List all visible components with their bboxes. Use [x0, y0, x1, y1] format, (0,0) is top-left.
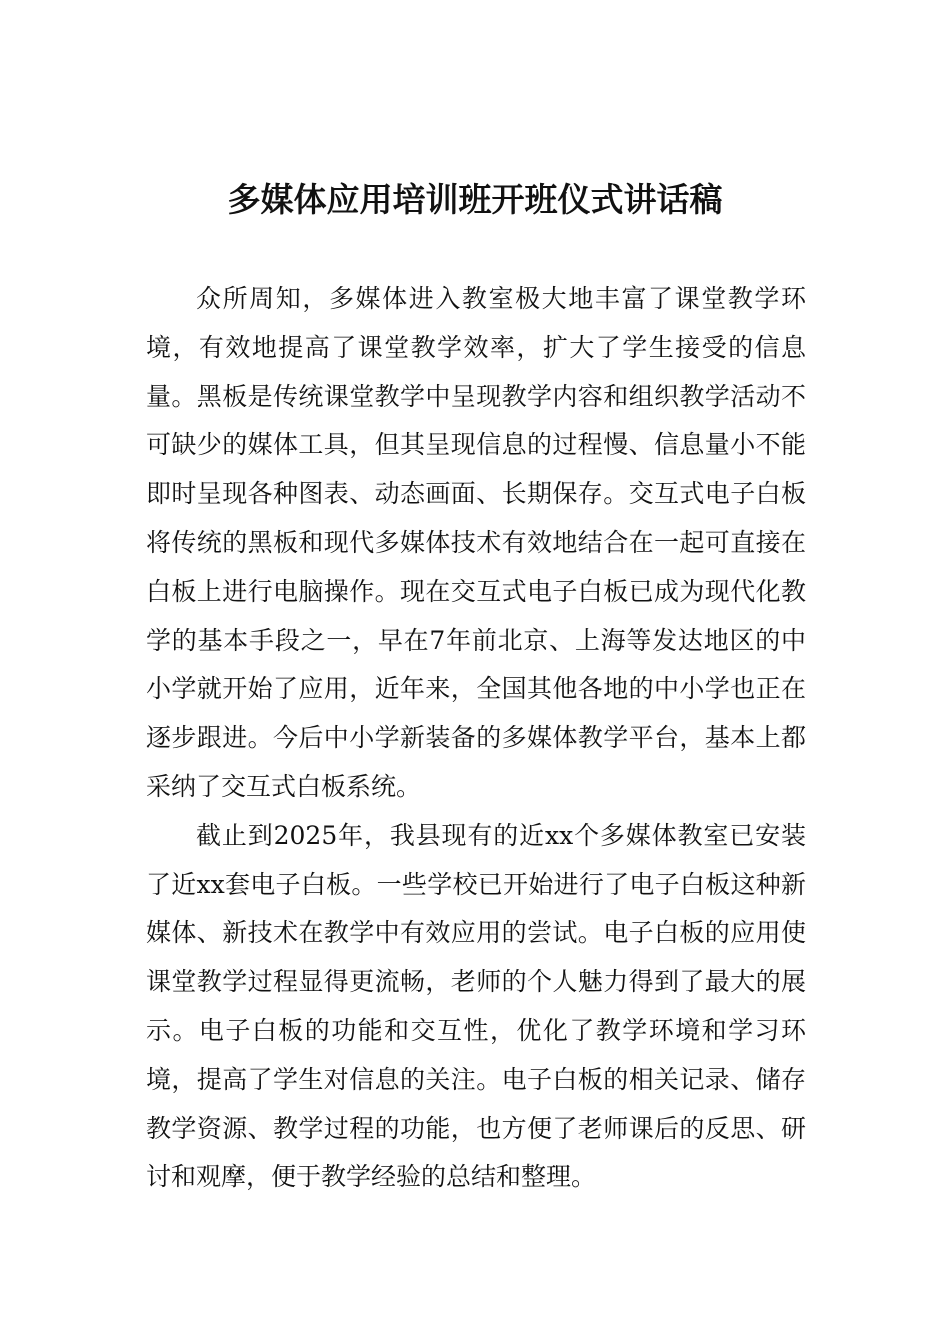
paragraph-2: 截止到2025年，我县现有的近xx个多媒体教室已安装了近xx套电子白板。一些学校已开始进行了电子白板这种新媒体、新技术在教学中有效应用的尝试。电子白板的应用使课堂教学过程显得更流畅，老师的个人魅力得到了最大的展示。电子白板的功能和交互性，优化了教学环境和学习环境，提高了学生对信息的关注。电子白板的相关记录、储存教学资源、教学过程的功能，也方便了老师课后的反思、研讨和观摩，便于教学经验的总结和整理。: [146, 820, 806, 1192]
document-title: 多媒体应用培训班开班仪式讲话稿: [227, 180, 723, 219]
paragraph-1: 众所周知，多媒体进入教室极大地丰富了课堂教学环境，有效地提高了课堂教学效率，扩大了学生接受的信息量。黑板是传统课堂教学中呈现教学内容和组织教学活动不可缺少的媒体工具，但其呈现信息的过程慢、信息量小不能即时呈现各种图表、动态画面、长期保存。交互式电子白板将传统的黑板和现代多媒体技术有效地结合在一起可直接在白板上进行电脑操作。现在交互式电子白板已成为现代化教学的基本手段之一，早在7年前北京、上海等发达地区的中小学就开始了应用，近年来，全国其他各地的中小学也正在逐步跟进。今后中小学新装备的多媒体教学平台，基本上都采纳了交互式白板系统。: [146, 284, 806, 801]
document-body: [146, 275, 806, 1202]
